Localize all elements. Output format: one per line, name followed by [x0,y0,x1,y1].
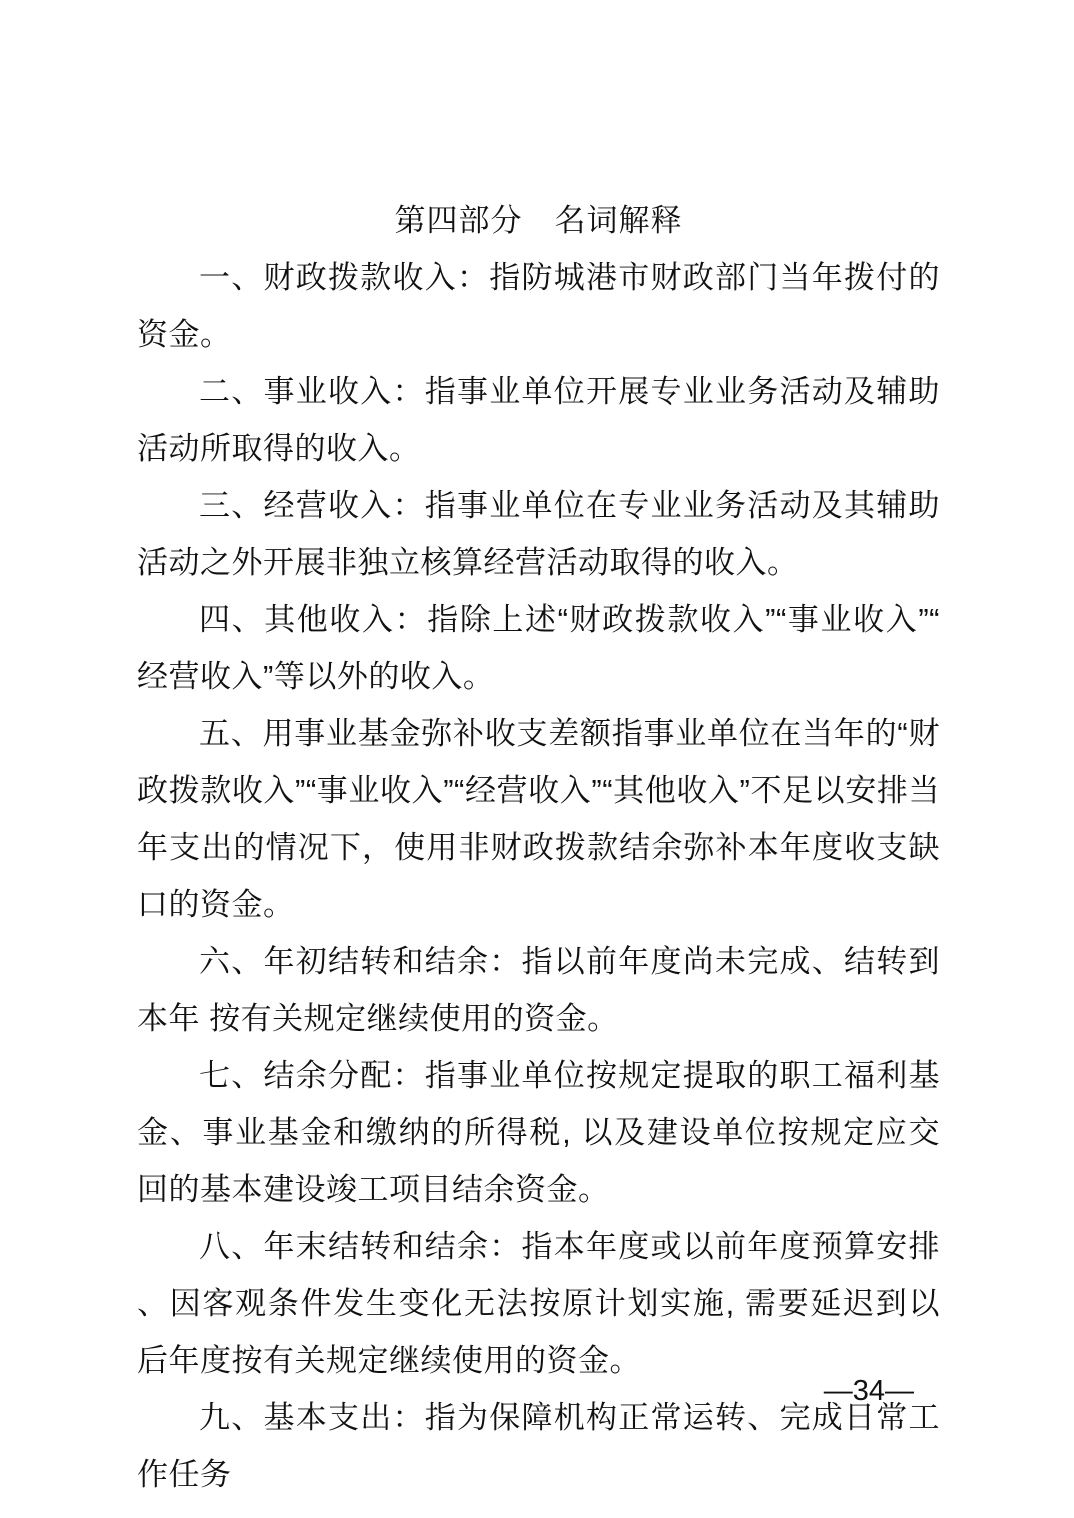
glossary-item: 四、其他收入：指除上述“财政拨款收入”“事业收入”“经营收入”等以外的收入。 [137,602,940,694]
glossary-item: 九、基本支出：指为保障机构正常运转、完成日常工作任务 [137,1400,940,1492]
glossary-item: 五、用事业基金弥补收支差额指事业单位在当年的“财政拨款收入”“事业收入”“经营收入”“其他收入”不足以安排当年支出的情况下，使用非财政拨款结余弥补本年度收支缺口的资金。 [137,716,940,922]
page-title: 第四部分 名词解释 [394,203,683,238]
page-number: —34— [823,1375,914,1407]
glossary-item: 六、年初结转和结余：指以前年度尚未完成、结转到本年 按有关规定继续使用的资金。 [137,944,940,1036]
glossary-item: 二、事业收入：指事业单位开展专业业务活动及辅助活动所取得的收入。 [137,374,940,466]
document-content [137,192,940,1503]
glossary-item: 一、财政拨款收入：指防城港市财政部门当年拨付的资金。 [137,260,940,352]
glossary-item: 八、年末结转和结余：指本年度或以前年度预算安排、因客观条件发生变化无法按原计划实施, 需要延迟到以后年度按有关规定继续使用的资金。 [137,1229,940,1378]
glossary-item: 三、经营收入：指事业单位在专业业务活动及其辅助活动之外开展非独立核算经营活动取得的收入。 [137,488,940,580]
glossary-item: 七、结余分配：指事业单位按规定提取的职工福利基金、事业基金和缴纳的所得税, 以及建设单位按规定应交回的基本建设竣工项目结余资金。 [137,1058,940,1207]
